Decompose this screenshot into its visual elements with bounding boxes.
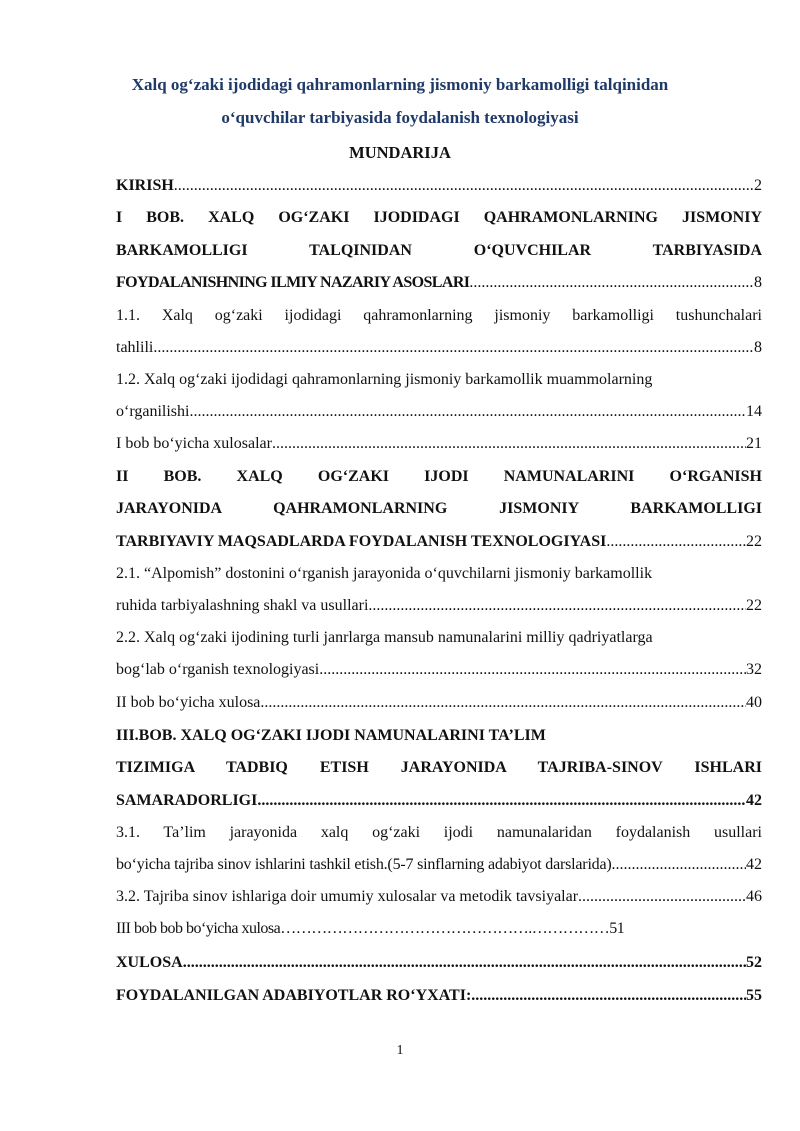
toc-chapter-2-line-2: JARAYONIDA QAHRAMONLARNING JISMONIY BARKAMOLLIGI <box>116 500 762 517</box>
toc-entry-page: 40 <box>746 694 762 711</box>
toc-section-3-1-line-2 <box>116 854 762 876</box>
toc-section-2-2-line-2 <box>116 659 762 681</box>
page-number: 1 <box>396 1043 404 1058</box>
toc-section-1-2-line-1: 1.2. Xalq og‘zaki ijodidagi qahramonlarning jismoniy barkamollik muammolarning <box>116 371 653 388</box>
toc-entry-page: 22 <box>746 597 762 614</box>
toc-section-3-2 <box>116 886 762 908</box>
toc-entry-text: XULOSA <box>116 954 183 971</box>
toc-entry-page: 8 <box>754 274 762 291</box>
toc-chapter-2-line-3 <box>116 531 762 553</box>
toc-entry-text: tahlili <box>116 339 154 356</box>
toc-chapter-3-line-3 <box>116 790 762 812</box>
toc-entry-text: I bob bo‘yicha xulosalar <box>116 435 272 452</box>
toc-entry-text: bo‘yicha tajriba sinov ishlarini tashkil etish.(5-7 sinflarning adabiyot darslarida) <box>116 856 612 873</box>
toc-entry-text: KIRISH <box>116 177 174 194</box>
toc-chapter-1-line-1: I BOB. XALQ OG‘ZAKI IJODIDAGI QAHRAMONLARNING JISMONIY <box>116 209 762 226</box>
document-title-line-1: Xalq og‘zaki ijodidagi qahramonlarning jismoniy barkamolligi talqinidan <box>131 75 669 94</box>
toc-chapter-2-summary <box>116 692 762 714</box>
toc-entry-text: ruhida tarbiyalashning shakl va usullari <box>116 597 369 614</box>
toc-section-1-2-line-2 <box>116 401 762 423</box>
toc-entry-text: SAMARADORLIGI <box>116 792 258 809</box>
toc-entry-text: 3.2. Tajriba sinov ishlariga doir umumiy xulosalar va metodik tavsiyalar <box>116 888 579 905</box>
toc-entry-text: II bob bo‘yicha xulosa <box>116 694 261 711</box>
toc-section-1-1-line-1: 1.1. Xalq og‘zaki ijodidagi qahramonlarning jismoniy barkamolligi tushunchalari <box>116 307 762 324</box>
toc-chapter-3-line-2: TIZIMIGA TADBIQ ETISH JARAYONIDA TAJRIBA-SINOV ISHLARI <box>116 759 762 776</box>
document-title-line-2: o‘quvchilar tarbiyasida foydalanish texnologiyasi <box>221 108 579 127</box>
toc-section-3-1-line-1: 3.1. Ta’lim jarayonida xalq og‘zaki ijodi namunalaridan foydalanish usullari <box>116 824 762 841</box>
toc-entry-page: 55 <box>746 987 762 1004</box>
toc-entry-text: FOYDALANILGAN ADABIYOTLAR RO‘YXATI: <box>116 987 472 1004</box>
toc-chapter-1-line-2: BARKAMOLLIGI TALQINIDAN O‘QUVCHILAR TARBIYASIDA <box>116 242 762 259</box>
toc-section-2-2-line-1: 2.2. Xalq og‘zaki ijodining turli janrlarga mansub namunalarini milliy qadriyatlarga <box>116 629 653 646</box>
toc-section-2-1-line-1: 2.1. “Alpomish” dostonini o‘rganish jarayonida o‘quvchilarni jismoniy barkamollik <box>116 565 653 582</box>
toc-entry-page: 32 <box>746 661 762 678</box>
toc-entry-text: TARBIYAVIY MAQSADLARDA FOYDALANISH TEXNOLOGIYASI <box>116 533 607 550</box>
toc-entry-page: 2 <box>754 177 762 194</box>
toc-entry-page: 21 <box>746 435 762 452</box>
toc-chapter-3-line-1: III.BOB. XALQ OG‘ZAKI IJODI NAMUNALARINI TA’LIM <box>116 727 546 744</box>
toc-entry-adabiyotlar <box>116 985 762 1007</box>
toc-entry-text: o‘rganilishi <box>116 403 190 420</box>
toc-entry-page: 52 <box>746 954 762 971</box>
toc-heading: MUNDARIJA <box>349 143 451 162</box>
toc-entry-xulosa <box>116 952 762 974</box>
toc-entry-page: 42 <box>746 856 762 873</box>
toc-chapter-1-summary <box>116 433 762 455</box>
toc-entry-kirish <box>116 175 762 197</box>
toc-entry-page: 42 <box>746 792 762 809</box>
toc-entry-text: FOYDALANISHNING ILMIY NAZARIY ASOSLARI <box>116 274 470 291</box>
toc-entry-page: 46 <box>746 888 762 905</box>
toc-chapter-2-line-1: II BOB. XALQ OG‘ZAKI IJODI NAMUNALARINI O‘RGANISH <box>116 468 762 485</box>
toc-entry-page: 22 <box>746 533 762 550</box>
toc-chapter-3-summary: III bob bob bo‘yicha xulosa………………………………………….……………51 <box>116 920 625 937</box>
toc-section-1-1-line-2 <box>116 337 762 359</box>
toc-section-2-1-line-2 <box>116 595 762 617</box>
toc-chapter-1-line-3 <box>116 272 762 294</box>
toc-entry-page: 14 <box>746 403 762 420</box>
toc-entry-page: 8 <box>754 339 762 356</box>
toc-entry-text: bog‘lab o‘rganish texnologiyasi <box>116 661 320 678</box>
